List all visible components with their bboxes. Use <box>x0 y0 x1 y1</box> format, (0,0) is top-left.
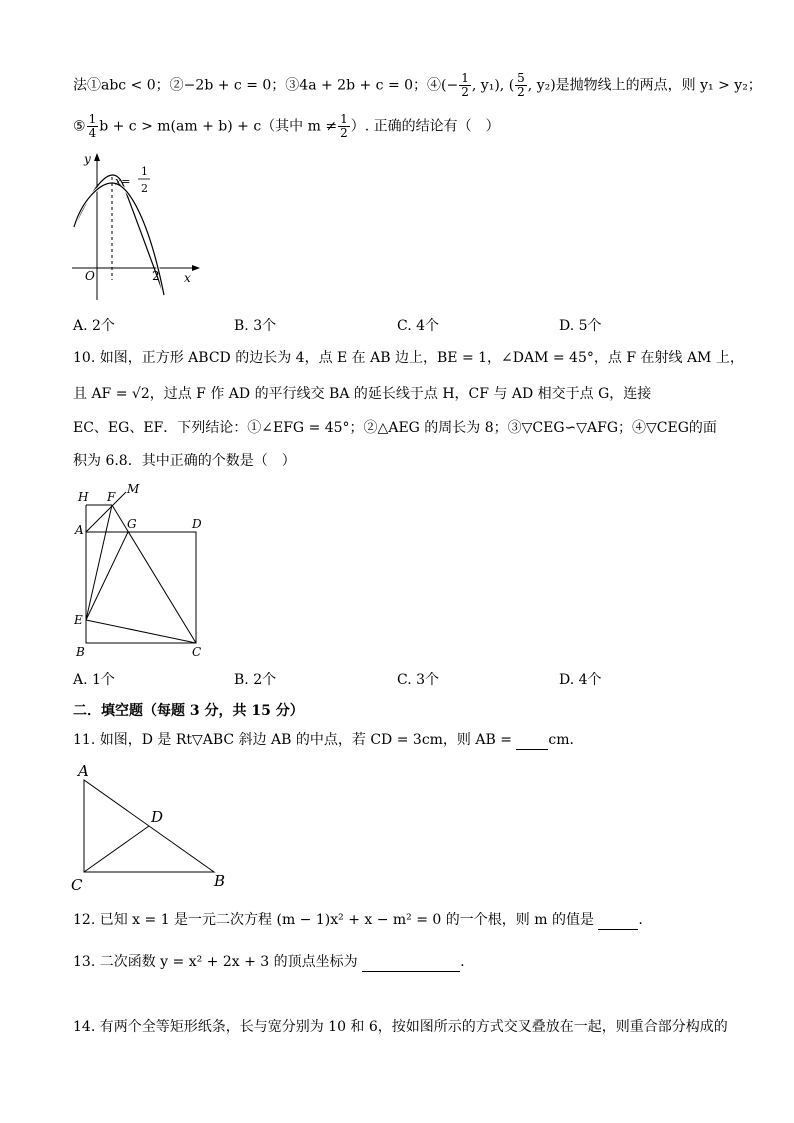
x-axis-arrow <box>192 265 200 271</box>
label-e: E <box>74 613 83 627</box>
q10-option-b: B. 2个 <box>234 672 277 688</box>
label-a: A <box>75 523 84 537</box>
label-a: A <box>78 762 89 780</box>
answer-blank[interactable] <box>598 913 638 930</box>
q9-line1: 法①abc < 0；②−2b + c = 0；③4a + 2b + c = 0；④(− $\frac{1}{2}$ , y₁), ( $\frac{5}{2}$ , y₂)是抛物线上的两点，则 y₁ > y₂； <box>73 71 762 99</box>
segment-ec <box>86 620 196 643</box>
q14-text: 14. 有两个全等矩形纸条，长与宽分别为 10 和 6，按如图所示的方式交叉叠放在一起，则重合部分构成的 <box>73 1019 728 1035</box>
q9-line2: ⑤ $\frac{1}{4}$ b + c > m(am + b) + c（其中 m ≠ $\frac{1}{2}$ ）. 正确的结论有（ ） <box>73 112 500 140</box>
label-c: C <box>71 876 83 894</box>
label-b: B <box>76 645 85 659</box>
label-axis-eq: x= <box>115 175 131 188</box>
segment-ef <box>86 505 112 620</box>
answer-blank[interactable] <box>362 955 460 972</box>
q9-option-d: D. 5个 <box>559 318 602 334</box>
q10-line2: 且 AF = √2，过点 F 作 AD 的平行线交 BA 的延长线于点 H，CF 与 AD 相交于点 G，连接 <box>73 386 652 402</box>
label-two: 2 <box>152 269 160 283</box>
q11-triangle-figure <box>66 760 236 895</box>
label-g: G <box>127 517 137 531</box>
q9-parabola-graph <box>60 145 210 305</box>
label-m: M <box>127 482 140 496</box>
label-h: H <box>78 490 89 504</box>
q12-text: 12. 已知 x = 1 是一元二次方程 (m − 1)x² + x − m² = 0 的一个根，则 m 的值是 . <box>73 912 643 928</box>
label-origin: O <box>85 269 95 283</box>
label-d: D <box>192 517 202 531</box>
label-x: x <box>184 271 191 285</box>
answer-blank[interactable] <box>516 733 548 750</box>
y-axis-arrow <box>94 153 100 161</box>
q10-square-figure <box>70 480 215 660</box>
label-axis-frac-d: 2 <box>141 182 148 195</box>
label-b: B <box>214 872 226 890</box>
q9-option-a: A. 2个 <box>73 318 115 334</box>
q10-option-a: A. 1个 <box>73 672 115 688</box>
section-heading: 二．填空题（每题 3 分，共 15 分） <box>73 703 304 719</box>
label-f: F <box>107 490 116 504</box>
label-y: y <box>84 152 91 166</box>
q10-option-d: D. 4个 <box>559 672 602 688</box>
q10-line4: 积为 6.8．其中正确的个数是（ ） <box>73 453 296 469</box>
frac: $\frac{1}{2}$ <box>461 71 469 99</box>
label-c: C <box>192 645 202 659</box>
q9-option-b: B. 3个 <box>234 318 277 334</box>
q9-option-c: C. 4个 <box>397 318 440 334</box>
q10-option-c: C. 3个 <box>397 672 440 688</box>
segment-fc <box>112 505 196 643</box>
frac: $\frac{5}{2}$ <box>517 71 525 99</box>
frac: $\frac{1}{2}$ <box>340 112 348 140</box>
q10-line1: 10. 如图，正方形 ABCD 的边长为 4，点 E 在 AB 边上，BE = 1，∠DAM = 45°，点 F 在射线 AM 上， <box>73 350 744 366</box>
segment-eg <box>86 532 128 620</box>
segment-cd <box>84 826 149 872</box>
label-axis-frac-n: 1 <box>141 165 148 178</box>
frac: $\frac{1}{4}$ <box>88 112 97 140</box>
q11-text: 11. 如图，D 是 Rt▽ABC 斜边 AB 的中点，若 CD = 3cm，则 AB = cm. <box>73 732 574 748</box>
label-d: D <box>151 808 164 826</box>
ray-am <box>86 492 126 532</box>
q13-text: 13. 二次函数 y = x² + 2x + 3 的顶点坐标为 . <box>73 954 465 970</box>
q10-line3: EC、EG、EF．下列结论：①∠EFG = 45°；②△AEG 的周长为 8；③▽CEG∽▽AFG；④▽CEG的面 <box>73 420 717 436</box>
